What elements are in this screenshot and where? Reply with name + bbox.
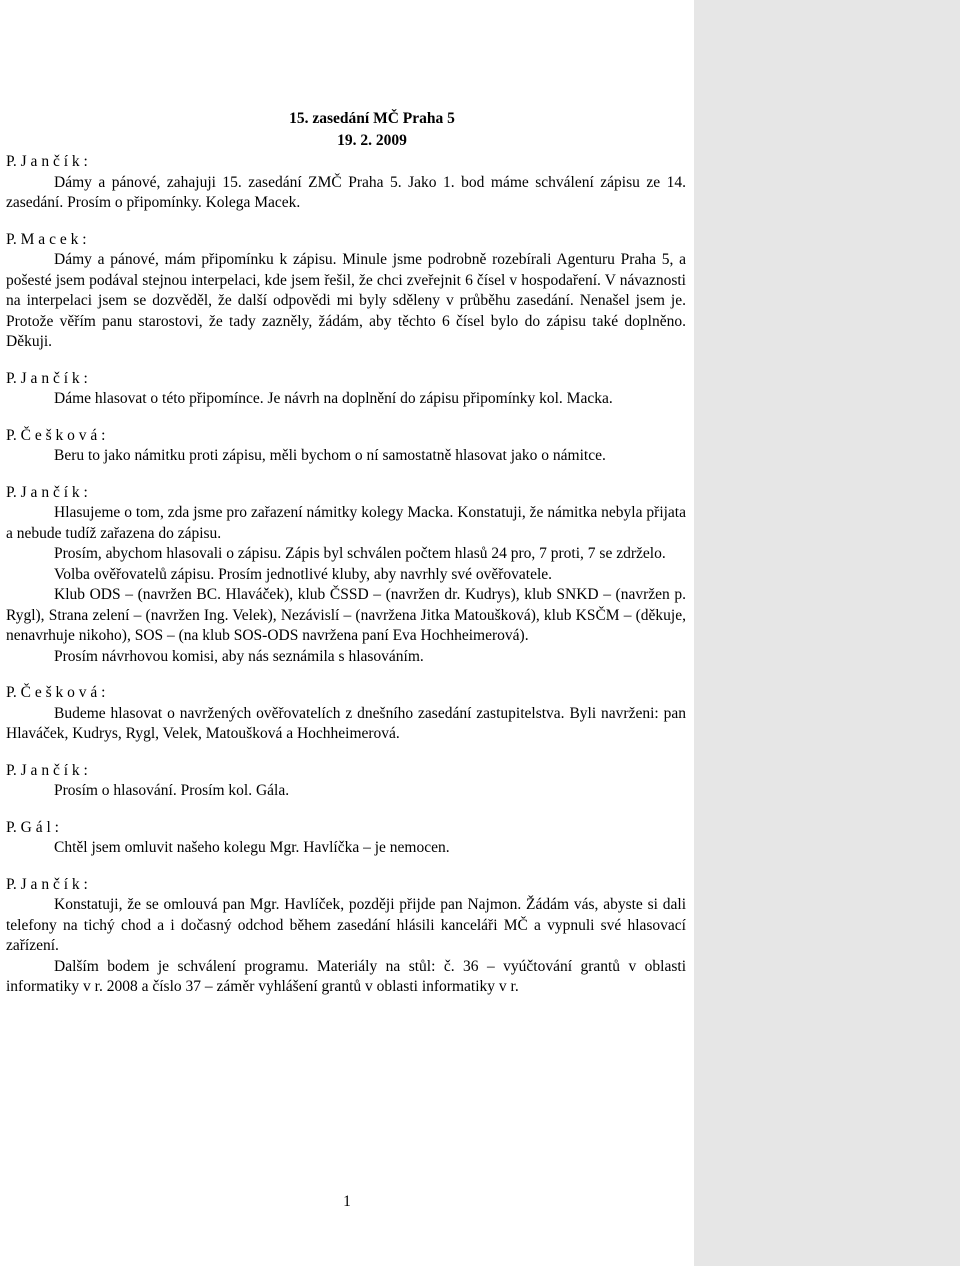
- speaker-name: P. M a c e k :: [6, 230, 87, 248]
- document-body: [6, 108, 686, 998]
- speaker-block: [6, 426, 686, 467]
- speech-paragraph: Beru to jako námitku proti zápisu, měli bychom o ní samostatně hlasovat jako o námitce.: [54, 447, 606, 464]
- speech-paragraph: Dáme hlasovat o této připomínce. Je návrh na doplnění do zápisu připomínky kol. Macka.: [54, 390, 613, 407]
- speech-paragraph: Dámy a pánové, zahajuji 15. zasedání ZMČ Praha 5. Jako 1. bod máme schválení zápisu ze 14. zasedání. Prosím o připomínky. Kolega Macek.: [6, 173, 686, 211]
- speaker-name: P. G á l :: [6, 818, 59, 836]
- speech-paragraph: Budeme hlasovat o navržených ověřovatelích z dnešního zasedání zastupitelstva. Byli navrženi: pan Hlaváček, Kudrys, Rygl, Velek, Matoušková a Hochheimerová.: [6, 704, 686, 742]
- speech-paragraph: Klub ODS – (navržen BC. Hlaváček), klub ČSSD – (navržen dr. Kudrys), klub SNKD – (navržen p. Rygl), Strana zelení – (navržen Ing. Velek), Nezávislí – (navržena Jitka Matoušková), klub KSČM – (děkuje, nenavrhuje nikoho), SOS – (na klub SOS-ODS navržena paní Eva Hochheimerová).: [6, 586, 686, 644]
- speaker-name: P. J a n č í k :: [6, 483, 88, 501]
- speech-paragraph: Prosím o hlasování. Prosím kol. Gála.: [54, 782, 290, 799]
- speaker-block: [6, 875, 686, 998]
- document-title: 15. zasedání MČ Praha 5: [289, 110, 455, 127]
- speech-paragraph: Konstatuji, že se omlouvá pan Mgr. Havlíček, později přijde pan Najmon. Žádám vás, abyste si dali telefony na tichý chod a i dočasný odchod během zasedání hlásili kanceláři MČ a vypnuli své hlasovací zařízení.: [6, 896, 686, 954]
- speech-paragraph: Prosím, abychom hlasovali o zápisu. Zápis byl schválen počtem hlasů 24 pro, 7 proti, 7 se zdrželo.: [54, 545, 666, 562]
- speech-paragraph: Volba ověřovatelů zápisu. Prosím jednotlivé kluby, aby navrhly své ověřovatele.: [54, 565, 553, 583]
- speaker-block: [6, 483, 686, 668]
- speaker-block: [6, 369, 686, 410]
- speaker-name: P. Č e š k o v á :: [6, 426, 106, 444]
- speaker-name: P. J a n č í k :: [6, 369, 88, 387]
- speech-paragraph: Chtěl jsem omluvit našeho kolegu Mgr. Havlíčka – je nemocen.: [54, 839, 450, 856]
- speaker-name: P. J a n č í k :: [6, 875, 88, 893]
- speaker-block: [6, 761, 686, 802]
- speaker-block: [6, 818, 686, 859]
- speaker-block: [6, 152, 686, 214]
- speech-paragraph: Dalším bodem je schválení programu. Materiály na stůl: č. 36 – vyúčtování grantů v oblasti informatiky v r. 2008 a číslo 37 – záměr vyhlášení grantů v oblasti informatiky v r.: [6, 957, 686, 995]
- speaker-name: P. J a n č í k :: [6, 153, 88, 170]
- speech-paragraph: Prosím návrhovou komisi, aby nás seznámila s hlasováním.: [54, 647, 424, 665]
- page-number: 1: [343, 1193, 351, 1210]
- speaker-name: P. Č e š k o v á :: [6, 684, 106, 701]
- speaker-block: [6, 683, 686, 745]
- speaker-name: P. J a n č í k :: [6, 761, 88, 779]
- document-date: 19. 2. 2009: [337, 132, 407, 149]
- comment-margin: [694, 0, 960, 1266]
- speech-paragraph: Dámy a pánové, mám připomínku k zápisu. Minule jsme podrobně rozebírali Agenturu Praha 5, a pošesté jsem podával stejnou interpelaci, kde jsem řešil, že chci zveřejnit 6 čísel v hospodaření. V návaznosti na interpelaci jsem se dozvěděl, že další odpovědi mi byly sděleny v průběhu zasedání. Nenašel jsem je. Protože věřím panu starostovi, že tady zazněly, žádám, aby těchto 6 čísel bylo do zápisu také doplněno. Děkuji.: [6, 251, 686, 350]
- speaker-block: [6, 230, 686, 353]
- speech-paragraph: Hlasujeme o tom, zda jsme pro zařazení námitky kolegy Macka. Konstatuji, že námitka nebyla přijata a nebude tudíž zařazena do zápisu.: [6, 504, 686, 542]
- transcript: [6, 152, 686, 998]
